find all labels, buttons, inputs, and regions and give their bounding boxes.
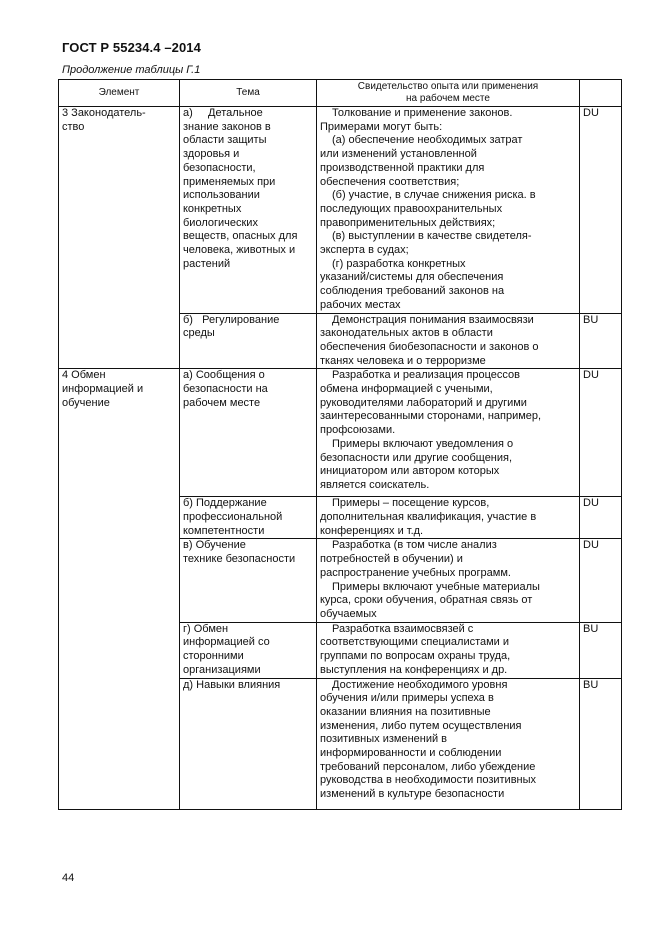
evidence-line: тканях человека и о терроризме bbox=[320, 354, 486, 367]
evidence-line: заинтересованными сторонами, например, bbox=[320, 410, 542, 423]
evidence-line: безопасности или другие сообщения, bbox=[320, 451, 513, 464]
topic-text: г) Обмен информацией со сторонними организациями bbox=[183, 622, 270, 676]
table-row bbox=[59, 107, 622, 314]
code-text: DU bbox=[583, 107, 599, 119]
table-row bbox=[59, 369, 622, 497]
evidence-line: руководства в необходимости позитивных bbox=[320, 774, 537, 787]
column-header-code bbox=[580, 80, 622, 107]
cell-topic bbox=[180, 622, 317, 678]
topic-text: а) Сообщения о безопасности на рабочем месте bbox=[183, 369, 268, 409]
table-header-row bbox=[59, 80, 622, 107]
evidence-line: дополнительная квалификация, участие в bbox=[320, 511, 537, 524]
evidence-line: выступления на конференциях и др. bbox=[320, 663, 508, 676]
evidence-line: (в) выступлении в качестве свидетеля- bbox=[332, 230, 532, 243]
evidence-line: потребностей в обучении) и bbox=[320, 553, 463, 566]
column-header-topic: Тема bbox=[180, 80, 317, 107]
cell-code bbox=[580, 678, 622, 809]
evidence-line: профсоюзами. bbox=[320, 424, 396, 437]
evidence-line: информированности и соблюдении bbox=[320, 747, 502, 760]
evidence-line: позитивных изменений в bbox=[320, 733, 448, 746]
evidence-line: Разработка (в том числе анализ bbox=[332, 539, 497, 552]
evidence-line: Разработка взаимосвязей с bbox=[332, 622, 474, 635]
evidence-line: обучаемых bbox=[320, 607, 377, 620]
topic-text: в) Обучение технике безопасности bbox=[183, 539, 296, 566]
topic-text: б) Поддержание профессиональной компетентности bbox=[183, 497, 283, 537]
evidence-line: рабочих местах bbox=[320, 298, 401, 311]
page-number: 44 bbox=[62, 872, 75, 884]
topic-text: д) Навыки влияния bbox=[183, 678, 281, 691]
evidence-line: Толкование и применение законов. bbox=[332, 107, 513, 119]
cell-code bbox=[580, 622, 622, 678]
evidence-line: руководителями лабораторий и другими bbox=[320, 396, 527, 409]
cell-code bbox=[580, 369, 622, 497]
topic-text: а) Детальное знание законов в области защиты здоровья и безопасности, применяемых при использовании конкретных биологических веществ, опасных для человека, животных и растений bbox=[183, 107, 298, 270]
code-text: BU bbox=[583, 313, 599, 326]
evidence-line: (г) разработка конкретных bbox=[332, 257, 466, 270]
competency-table bbox=[58, 79, 622, 810]
document-standard-title: ГОСТ Р 55234.4 –2014 bbox=[62, 40, 201, 55]
evidence-line: курса, сроки обучения, обратная связь от bbox=[320, 594, 533, 607]
evidence-line: правоприменительных действиях; bbox=[320, 216, 496, 229]
code-text: DU bbox=[583, 497, 599, 510]
cell-element bbox=[59, 369, 180, 809]
column-header-evidence: Свидетельство опыта или применения на рабочем месте bbox=[317, 80, 580, 107]
cell-evidence bbox=[317, 678, 580, 809]
evidence-line: Примеры – посещение курсов, bbox=[332, 497, 490, 510]
evidence-line: Достижение необходимого уровня bbox=[332, 678, 508, 691]
cell-element bbox=[59, 107, 180, 369]
evidence-line: Разработка и реализация процессов bbox=[332, 369, 520, 382]
cell-code bbox=[580, 313, 622, 369]
cell-topic bbox=[180, 678, 317, 809]
code-text: DU bbox=[583, 369, 599, 382]
cell-topic bbox=[180, 369, 317, 497]
code-text: BU bbox=[583, 678, 599, 691]
cell-code bbox=[580, 497, 622, 539]
element-text: 4 Обмен информацией и обучение bbox=[62, 369, 144, 409]
evidence-line: изменения, либо путем осуществления bbox=[320, 719, 522, 732]
evidence-line: является соискатель. bbox=[320, 478, 430, 491]
code-text: BU bbox=[583, 622, 599, 635]
evidence-line: инициатором или автором которых bbox=[320, 465, 500, 478]
code-text: DU bbox=[583, 539, 599, 552]
evidence-line: распространение учебных программ. bbox=[320, 566, 511, 579]
cell-evidence bbox=[317, 369, 580, 497]
cell-evidence bbox=[317, 313, 580, 369]
evidence-line: группами по вопросам охраны труда, bbox=[320, 650, 511, 663]
evidence-line: (б) участие, в случае снижения риска. в bbox=[332, 189, 536, 202]
evidence-line: законодательных актов в области bbox=[320, 327, 493, 340]
evidence-line: или изменений установленной bbox=[320, 148, 477, 161]
evidence-line: соответствующими специалистами и bbox=[320, 636, 510, 649]
evidence-line: соблюдения требований законов на bbox=[320, 285, 505, 298]
evidence-line: Примеры включают учебные материалы bbox=[332, 580, 540, 593]
element-text: 3 Законодатель- ство bbox=[62, 107, 146, 133]
evidence-line: Примеры включают уведомления о bbox=[332, 437, 514, 450]
evidence-line: конференциях и т.д. bbox=[320, 524, 424, 537]
evidence-line: изменений в культуре безопасности bbox=[320, 788, 505, 801]
cell-evidence bbox=[317, 539, 580, 622]
cell-evidence bbox=[317, 107, 580, 314]
topic-text: б) Регулирование среды bbox=[183, 313, 280, 340]
cell-code bbox=[580, 107, 622, 314]
cell-code bbox=[580, 539, 622, 622]
evidence-line: Примерами могут быть: bbox=[320, 120, 443, 133]
evidence-line: обеспечения биобезопасности и законов о bbox=[320, 340, 539, 353]
cell-evidence bbox=[317, 622, 580, 678]
evidence-line: обеспечения соответствия; bbox=[320, 175, 460, 188]
column-header-element: Элемент bbox=[59, 80, 180, 107]
evidence-line: производственной практики для bbox=[320, 161, 485, 174]
evidence-line: Демонстрация понимания взаимосвязи bbox=[332, 313, 534, 326]
evidence-line: обмена информацией с учеными, bbox=[320, 383, 493, 396]
evidence-line: обучения и/или примеры успеха в bbox=[320, 692, 494, 705]
evidence-line: эксперта в судах; bbox=[320, 244, 409, 257]
evidence-line: требований персоналом, либо убеждение bbox=[320, 760, 536, 773]
cell-topic bbox=[180, 107, 317, 314]
table-caption: Продолжение таблицы Г.1 bbox=[62, 64, 201, 76]
cell-evidence bbox=[317, 497, 580, 539]
evidence-line: последующих правоохранительных bbox=[320, 202, 503, 215]
evidence-line: оказании влияния на позитивные bbox=[320, 705, 491, 718]
evidence-line: указаний/системы для обеспечения bbox=[320, 271, 504, 284]
evidence-line: (а) обеспечение необходимых затрат bbox=[332, 134, 523, 147]
cell-topic bbox=[180, 497, 317, 539]
cell-topic bbox=[180, 313, 317, 369]
cell-topic bbox=[180, 539, 317, 622]
